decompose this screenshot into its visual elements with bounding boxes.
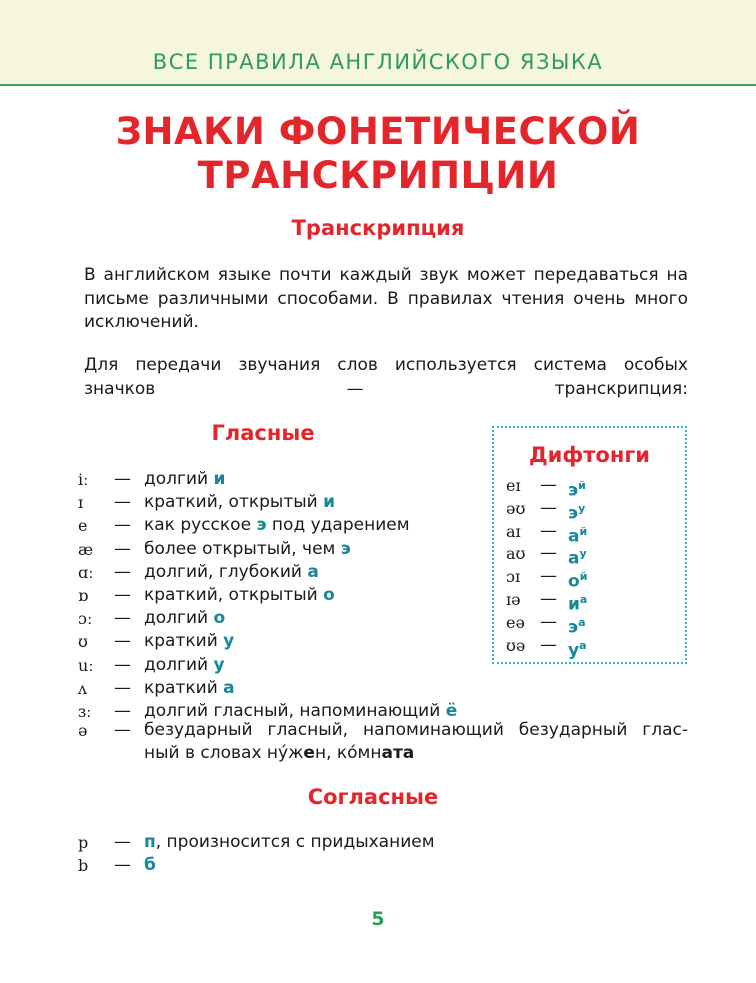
vowel-symbol: ʌ [78,678,88,698]
diphthong-symbol: eə [506,612,525,632]
diphthong-symbol: ɪə [506,590,521,609]
vowel-description-text: более открытый, чем [144,538,336,559]
vowel-symbol: e [78,516,88,536]
consonant-dash: — [114,855,131,875]
diphthong-dash: — [540,475,557,495]
diphthong-base: о [568,571,580,592]
vowel-description-text: краткий [144,677,218,698]
consonant-dash: — [114,832,131,852]
paragraph-intro-text: В английском языке почти каждый звук может передаваться на письме различными способами. В правилах чтения очень много исключений. [84,265,688,332]
diphthong-base: э [568,503,579,524]
page-title-line1: ЗНАКИ ФОНЕТИЧЕСКОЙ [115,110,641,153]
vowel-dash: — [114,677,131,698]
diphthong-dash: — [540,497,557,518]
vowel-dash: — [114,608,131,629]
diphthong-dash: — [540,566,557,587]
page-title-line2: ТРАНСКРИПЦИИ [197,154,559,197]
consonant-symbol: p [78,833,89,852]
diphthong-symbol: əʊ [506,498,526,518]
diphthong-base: у [568,640,580,661]
vowel-description-text: краткий, открытый [144,585,318,605]
heading-vowels: Гласные [211,421,315,445]
vowel-description [144,561,319,584]
vowel-description [144,677,235,700]
vowel-dash: — [114,469,131,489]
vowel-symbol: ɜː [78,702,92,721]
schwa-text-a: ный в словах ну́ж [144,743,304,763]
vowel-symbol: ʊ [78,632,88,652]
diphthong-superscript: а [578,615,586,629]
header-divider [0,84,756,86]
diphthong-base: э [568,480,579,501]
diphthong-russian-sound [568,634,587,663]
diphthong-symbol: ɔɪ [506,567,521,587]
vowel-symbol: ɔː [78,609,93,629]
heading-transcription: Транскрипция [291,216,465,240]
vowel-description-text: краткий [144,631,218,652]
vowel-russian-sound: а [307,561,319,582]
diphthong-symbol: aʊ [506,544,526,564]
diphthong-superscript: й [579,570,588,584]
vowel-dash: — [114,654,131,675]
schwa-description-line1: безударный гласный, напоминающий безударный глас- [144,720,688,740]
page-number: 5 [371,908,385,930]
vowel-description [144,584,335,607]
vowel-symbol: uː [78,655,94,675]
vowel-russian-sound: э [256,515,267,536]
vowel-russian-sound: а [223,677,235,698]
vowel-russian-sound: э [340,538,351,559]
vowel-dash: — [114,561,131,582]
running-header: ВСЕ ПРАВИЛА АНГЛИЙСКОГО ЯЗЫКА [152,50,604,74]
diphthong-base: а [568,549,580,570]
vowel-russian-sound: и [213,469,226,489]
diphthong-superscript: а [579,638,587,652]
diphthong-symbol: aɪ [506,521,521,541]
vowel-description-text: долгий [144,654,209,675]
paragraph-intro [84,264,688,335]
schwa-text-b: н, ко́мн [314,743,382,763]
vowel-description [144,491,335,514]
vowel-description [144,607,225,630]
vowel-symbol: ɑː [78,562,94,582]
consonant-description [144,854,156,877]
diphthong-base: а [568,526,580,547]
diphthong-dash: — [540,589,557,609]
consonant-symbol: b [78,856,89,875]
diphthong-symbol: ʊə [506,635,526,655]
diphthong-superscript: а [579,593,588,606]
vowel-description-text: долгий [144,469,209,489]
vowel-description [144,538,351,561]
heading-diphthongs: Дифтонги [528,443,651,467]
vowel-russian-sound: и [323,492,336,513]
diphthong-superscript: й [579,524,588,538]
paragraph-system-text: Для передачи звучания слов используется система особых значков — транскрипция: [84,355,688,399]
vowel-description-text: долгий [144,608,209,629]
paragraph-system [84,354,688,401]
diphthong-superscript: й [578,479,586,492]
vowel-russian-sound: о [323,585,335,605]
vowel-symbol: ɪ [78,493,84,513]
diphthong-dash: — [540,543,557,564]
diphthong-dash: — [540,611,557,632]
schwa-bold-a: е [303,743,315,763]
vowel-description [144,468,225,491]
schwa-description-line2 [144,742,688,765]
vowel-description [144,514,410,537]
vowel-description-text: долгий гласный, напоминающий [144,701,441,721]
vowel-description-text: долгий, глубокий [144,561,302,582]
consonant-russian-sound: п [144,832,156,852]
schwa-bold-b: ата [381,743,415,763]
vowel-dash: — [114,585,131,605]
consonant-description-text: , произносится с придыханием [155,832,435,852]
heading-consonants: Согласные [307,785,439,809]
vowel-dash: — [114,701,131,721]
vowel-symbol: iː [78,470,89,489]
vowel-description-text: как русское [144,515,252,536]
vowel-description-after: под ударением [271,515,410,536]
vowel-symbol: ə [78,721,88,740]
vowel-symbol: æ [78,539,94,559]
consonant-description [144,831,435,854]
vowel-description [144,654,225,677]
diphthong-superscript: у [579,547,587,561]
vowel-russian-sound: у [213,654,225,675]
vowel-russian-sound: о [213,608,226,629]
diphthong-base: э [568,617,579,638]
vowel-russian-sound: у [223,631,235,652]
diphthong-dash: — [540,520,557,541]
vowel-description [144,630,234,653]
vowel-dash: — [114,631,131,652]
consonant-russian-sound: б [144,855,156,875]
vowel-dash: — [114,492,131,513]
diphthong-dash: — [540,634,557,655]
vowel-dash: — [114,515,131,536]
diphthong-base: и [568,594,580,615]
vowel-symbol: ɒ [78,586,89,605]
diphthong-superscript: у [578,501,586,515]
vowel-dash: — [114,720,131,740]
vowel-russian-sound: ё [445,701,458,721]
vowel-dash: — [114,538,131,559]
vowel-description-text: краткий, открытый [144,492,318,513]
diphthong-symbol: eɪ [506,476,521,495]
